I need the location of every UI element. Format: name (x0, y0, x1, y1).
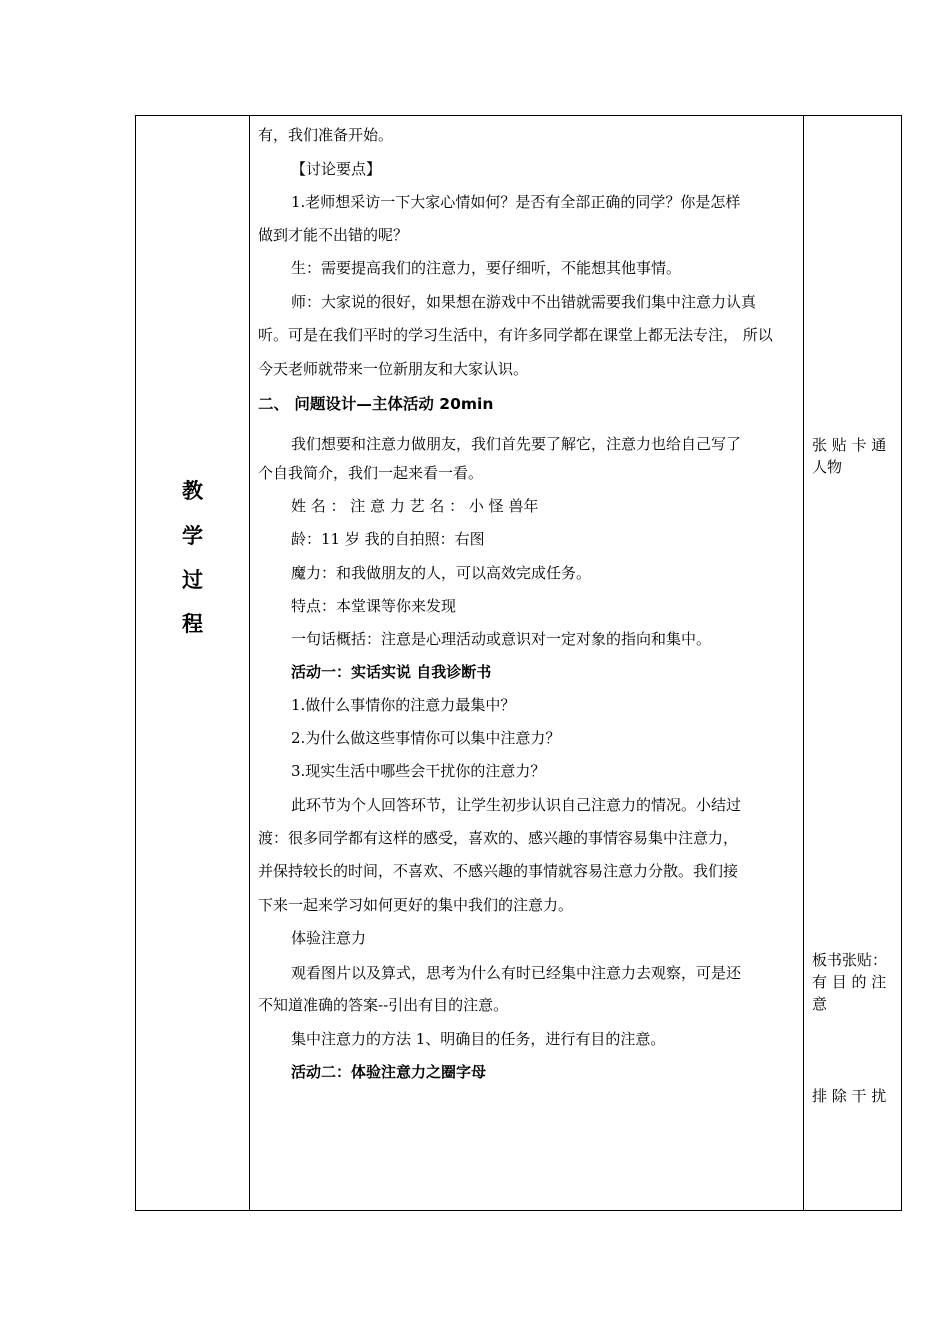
note-line: 人物 (812, 458, 843, 476)
text-line: 1.老师想采访一下大家心情如何？是否有全部正确的同学？你是怎样 (291, 193, 741, 211)
text-line: 生：需要提高我们的注意力，要仔细听，不能想其他事情。 (291, 259, 682, 277)
text-line: 有，我们准备开始。 (258, 126, 394, 144)
lesson-table (135, 115, 902, 1211)
text-line: 观看图片以及算式，思考为什么有时已经集中注意力去观察，可是还 (291, 964, 742, 982)
text-line: 1.做什么事情你的注意力最集中？ (291, 696, 516, 714)
text-line: 今天老师就带来一位新朋友和大家认识。 (258, 360, 529, 378)
note-line: 排 除 干 扰 (812, 1087, 887, 1105)
note-line: 有 目 的 注 (812, 973, 887, 991)
note-line: 意 (812, 995, 828, 1013)
text-line: 此环节为个人回答环节，让学生初步认识自己注意力的情况。小结过 (291, 796, 742, 814)
note-line: 板书张贴： (812, 951, 888, 969)
text-line: 姓 名 ： 注 意 力 艺 名 ： 小 怪 兽年 (291, 497, 539, 515)
text-line: 听。可是在我们平时的学习生活中，有许多同学都在课堂上都无法专注， 所以 (258, 326, 773, 344)
section-label-char: 学 (182, 523, 203, 548)
text-line: 体验注意力 (291, 929, 367, 947)
text-line: 个自我简介，我们一起来看一看。 (258, 464, 484, 482)
activity-heading: 活动一：实话实说 自我诊断书 (291, 663, 492, 681)
text-line: 不知道准确的答案--引出有目的注意。 (258, 996, 509, 1014)
text-line: 龄：11 岁 我的自拍照：右图 (291, 530, 485, 548)
text-line: 一句话概括：注意是心理活动或意识对一定对象的指向和集中。 (291, 630, 712, 648)
section-label-cell (136, 116, 249, 1210)
section-label-char: 过 (182, 567, 203, 592)
text-line: 我们想要和注意力做朋友，我们首先要了解它，注意力也给自己写了 (291, 435, 742, 453)
text-line: 集中注意力的方法 1、明确目的任务，进行有目的注意。 (291, 1030, 666, 1048)
text-line: 2.为什么做这些事情你可以集中注意力？ (291, 729, 561, 747)
text-line: 渡：很多同学都有这样的感受，喜欢的、感兴趣的事情容易集中注意力， (258, 829, 739, 847)
text-line: 做到才能不出错的呢？ (258, 226, 409, 244)
column-divider (249, 116, 250, 1210)
column-divider (803, 116, 804, 1210)
text-line: 下来一起来学习如何更好的集中我们的注意力。 (258, 896, 574, 914)
section-label-char: 教 (182, 478, 203, 503)
text-line: 魔力：和我做朋友的人，可以高效完成任务。 (291, 564, 592, 582)
text-line: 特点：本堂课等你来发现 (291, 597, 457, 615)
section-heading: 二、 问题设计—主体活动 20min (258, 395, 494, 413)
text-line: 【讨论要点】 (291, 160, 382, 178)
text-line: 师：大家说的很好，如果想在游戏中不出错就需要我们集中注意力认真 (291, 293, 757, 311)
activity-heading: 活动二：体验注意力之圈字母 (291, 1063, 487, 1081)
section-label-char: 程 (182, 611, 203, 636)
text-line: 3.现实生活中哪些会干扰你的注意力？ (291, 762, 546, 780)
note-line: 张 贴 卡 通 (812, 436, 887, 454)
text-line: 并保持较长的时间，不喜欢、不感兴趣的事情就容易注意力分散。我们接 (258, 862, 739, 880)
